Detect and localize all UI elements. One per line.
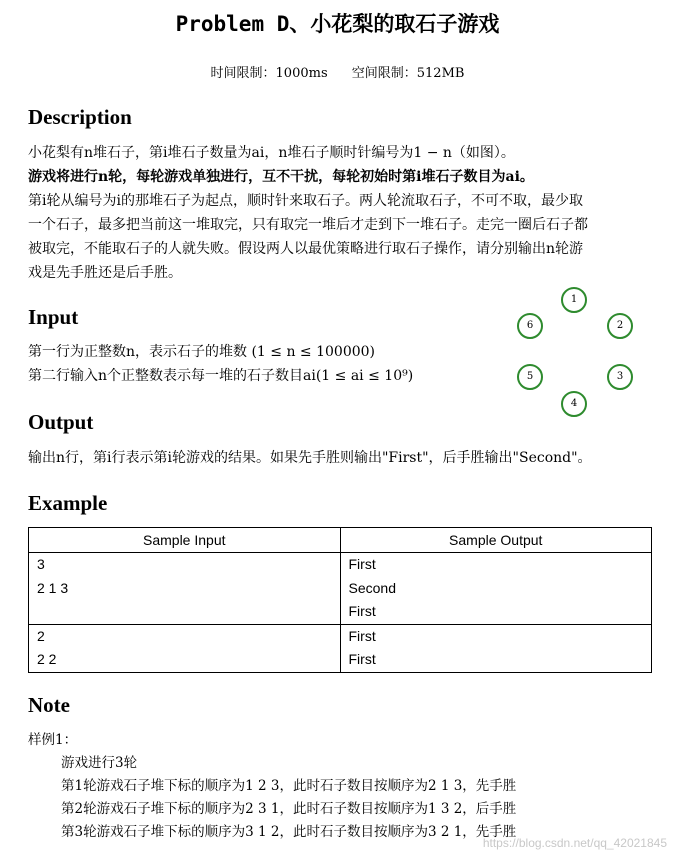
cell-line: 2 1 3 (37, 579, 69, 596)
pile-node: 1 (561, 287, 587, 313)
description-heading: Description (28, 105, 132, 129)
pile-node: 6 (517, 313, 543, 339)
sample-input-cell (29, 624, 341, 672)
note-line: 游戏进行3轮 (61, 755, 138, 771)
pile-node: 5 (517, 364, 543, 390)
description-line: 戏是先手胜还是后手胜。 (28, 265, 182, 281)
input-body (28, 340, 413, 388)
description-line: 小花梨有n堆石子，第i堆石子数量为ai，n堆石子顺时针编号为1 − n（如图）。 (28, 145, 515, 161)
page-title: Problem D、小花梨的取石子游戏 (175, 12, 500, 36)
sample-table (28, 527, 652, 673)
limits (0, 62, 675, 81)
note-heading: Note (28, 693, 70, 717)
input-line: 第一行为正整数n，表示石子的堆数 (1 ≤ n ≤ 100000) (28, 344, 376, 360)
sample-output-header: Sample Output (340, 528, 652, 553)
description-line: 一个石子，最多把当前这一堆取完，只有取完一堆后才走到下一堆石子。走完一圈后石子都 (28, 217, 588, 233)
table-row (29, 624, 652, 672)
cell-line: 2 2 (37, 651, 57, 667)
pile-node: 4 (561, 391, 587, 417)
cell-line: First (348, 627, 376, 644)
cell-line: Second (348, 579, 396, 596)
sample-input-cell (29, 553, 341, 625)
description-body (28, 141, 588, 285)
cell-line: First (348, 603, 376, 619)
sample-output-cell (340, 553, 652, 625)
time-limit: 时间限制：1000ms (210, 66, 328, 81)
description-line: 第i轮从编号为i的那堆石子为起点，顺时针来取石子。两人轮流取石子，不可不取，最少取 (28, 193, 583, 209)
cell-line: 3 (37, 556, 45, 572)
input-line: 第二行输入n个正整数表示每一堆的石子数目ai(1 ≤ ai ≤ 10⁹) (28, 368, 414, 384)
sample-input-header: Sample Input (29, 528, 341, 553)
input-heading: Input (28, 305, 79, 329)
pile-node: 3 (607, 364, 633, 390)
sample-output-cell (340, 624, 652, 672)
note-line: 第3轮游戏石子堆下标的顺序为3 1 2，此时石子数目按顺序为3 2 1，先手胜 (61, 824, 517, 840)
table-row (29, 553, 652, 625)
note-label: 样例1： (28, 732, 78, 748)
pile-node: 2 (607, 313, 633, 339)
description-line: 被取完，不能取石子的人就失败。假设两人以最优策略进行取石子操作，请分别输出n轮游 (28, 241, 584, 257)
space-limit: 空间限制：512MB (351, 66, 465, 81)
description-line: 游戏将进行n轮，每轮游戏单独进行，互不干扰，每轮初始时第i堆石子数目为ai。 (28, 169, 534, 185)
note-line: 第1轮游戏石子堆下标的顺序为1 2 3，此时石子数目按顺序为2 1 3，先手胜 (61, 778, 517, 794)
output-heading: Output (28, 410, 94, 434)
note-body (61, 752, 516, 844)
example-heading: Example (28, 491, 108, 515)
output-line: 输出n行，第i行表示第i轮游戏的结果。如果先手胜则输出"First"，后手胜输出"Second"。 (28, 450, 592, 466)
cell-line: 2 (37, 627, 45, 644)
cell-line (37, 600, 340, 624)
watermark: https://blog.csdn.net/qq_42021845 (482, 836, 667, 850)
note-line: 第2轮游戏石子堆下标的顺序为2 3 1，此时石子数目按顺序为1 3 2，后手胜 (61, 801, 517, 817)
cell-line: First (348, 651, 376, 667)
cell-line: First (348, 556, 376, 572)
